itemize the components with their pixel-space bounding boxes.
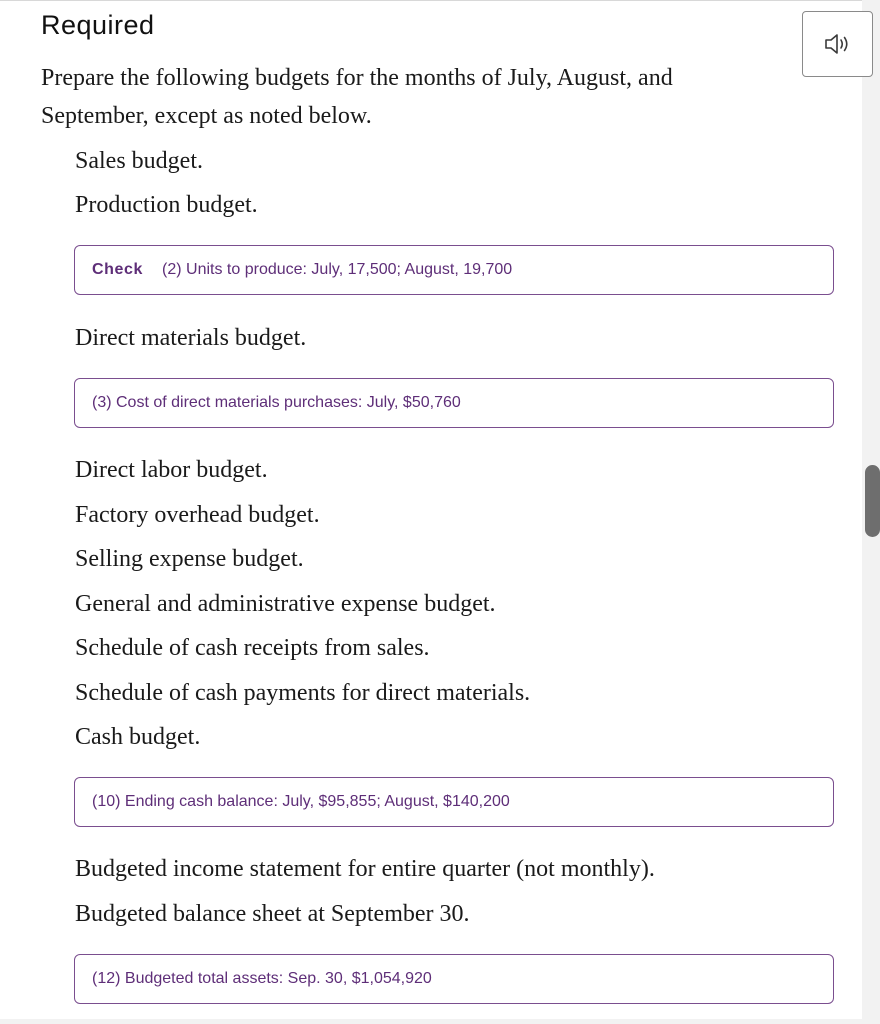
- item-text: Production budget.: [75, 192, 258, 218]
- check-note-10: [74, 777, 834, 827]
- read-aloud-button[interactable]: [802, 11, 873, 77]
- check-note-text: (3) Cost of direct materials purchases: July, $50,760: [92, 394, 461, 411]
- item-text: Direct labor budget.: [75, 457, 268, 483]
- item-text: Sales budget.: [75, 148, 203, 174]
- item-text: Selling expense budget.: [75, 546, 304, 572]
- check-label: Check: [92, 261, 144, 278]
- check-note-2: [74, 245, 834, 295]
- speaker-icon: [824, 33, 852, 55]
- item-text: Budgeted balance sheet at September 30.: [75, 901, 470, 927]
- item-text: Schedule of cash receipts from sales.: [75, 635, 430, 661]
- item-text: Factory overhead budget.: [75, 502, 320, 528]
- check-note-text: (2) Units to produce: July, 17,500; August, 19,700: [162, 261, 513, 278]
- check-note-text: (10) Ending cash balance: July, $95,855; August, $140,200: [92, 793, 510, 810]
- check-note-3: [74, 378, 834, 428]
- item-text: Budgeted income statement for entire quarter (not monthly).: [75, 856, 655, 882]
- item-text: Schedule of cash payments for direct materials.: [75, 680, 531, 706]
- check-note-12: [74, 954, 834, 1004]
- section-heading: Required: [41, 10, 155, 40]
- instructions-paragraph: Prepare the following budgets for the months of July, August, and September, except as noted below.: [41, 65, 673, 129]
- item-text: Cash budget.: [75, 724, 201, 750]
- check-note-text: (12) Budgeted total assets: Sep. 30, $1,054,920: [92, 970, 432, 987]
- item-text: General and administrative expense budget.: [75, 591, 496, 617]
- scrollbar-thumb[interactable]: [865, 465, 880, 537]
- item-text: Direct materials budget.: [75, 325, 307, 351]
